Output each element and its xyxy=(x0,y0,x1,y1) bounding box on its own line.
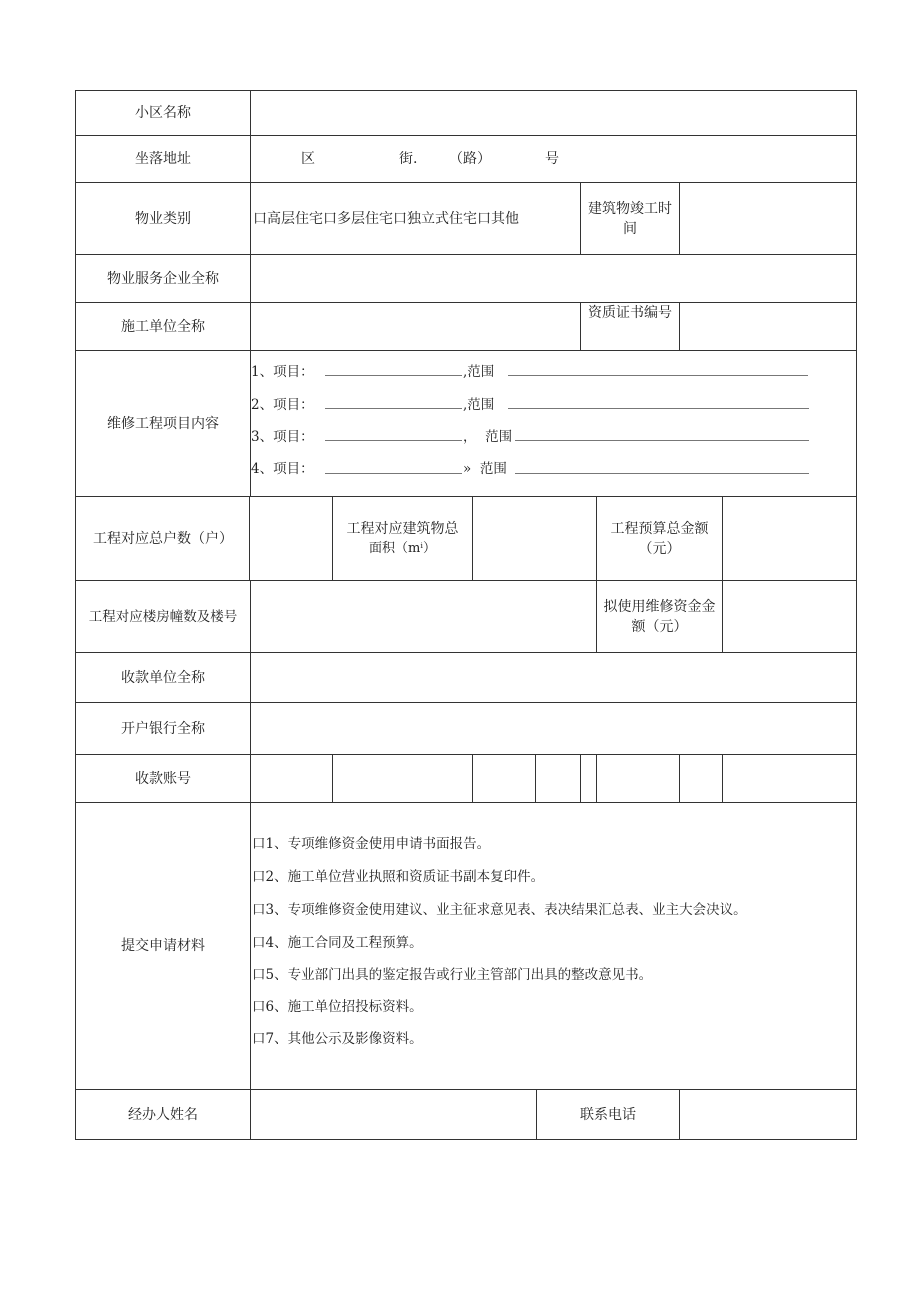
handler-label xyxy=(75,1089,251,1140)
construction-unit-field[interactable] xyxy=(250,302,581,351)
account-segment-3[interactable] xyxy=(472,754,536,803)
service-company-label-text: 物业服务企业全称 xyxy=(107,270,219,287)
account-segment-6[interactable] xyxy=(596,754,680,803)
repair-item-2-range-label: ,范围 xyxy=(463,397,495,413)
fund-amount-label-line2: 额（元） xyxy=(631,618,688,635)
community-name-label-text: 小区名称 xyxy=(135,105,191,121)
buildings-field[interactable] xyxy=(250,580,597,653)
fund-amount-label-line1: 拟使用维修资金金 xyxy=(603,598,716,615)
bank-field[interactable] xyxy=(250,702,857,755)
address-district: 区 xyxy=(301,151,315,167)
account-label xyxy=(75,754,251,803)
repair-item-4-range-input[interactable] xyxy=(515,473,809,474)
handler-label-text: 经办人姓名 xyxy=(128,1106,198,1123)
property-type-label-text: 物业类别 xyxy=(135,210,191,227)
service-company-label xyxy=(75,254,251,303)
floor-area-field[interactable] xyxy=(472,496,597,581)
repair-items-label-text: 维修工程项目内容 xyxy=(107,415,219,432)
account-segment-7[interactable] xyxy=(679,754,723,803)
handler-field[interactable] xyxy=(250,1089,537,1140)
repair-item-2-range-input[interactable] xyxy=(508,408,809,409)
floor-area-label-line1: 工程对应建筑物总 xyxy=(346,520,459,537)
repair-item-3-range-input[interactable] xyxy=(515,440,809,441)
materials-label-text: 提交申请材料 xyxy=(121,938,205,954)
address-road: （路） xyxy=(449,151,491,167)
service-company-field[interactable] xyxy=(250,254,857,303)
phone-field[interactable] xyxy=(679,1089,857,1140)
floor-area-label xyxy=(332,496,473,581)
material-checkbox-6[interactable]: 口6、施工单位招投标资料。 xyxy=(252,999,423,1015)
completion-time-field[interactable] xyxy=(679,182,857,255)
repair-item-1-range-input[interactable] xyxy=(508,375,808,376)
repair-item-3-label: 3、项目： xyxy=(251,429,314,445)
material-checkbox-4[interactable]: 口4、施工合同及工程预算。 xyxy=(252,935,423,951)
fund-amount-label xyxy=(596,580,723,653)
address-label-text: 坐落地址 xyxy=(135,151,191,167)
repair-item-3-range-label: ， 范围 xyxy=(463,429,513,445)
account-segment-2[interactable] xyxy=(332,754,473,803)
address-street: 街. xyxy=(399,151,418,167)
material-checkbox-2[interactable]: 口2、施工单位营业执照和资质证书副本复印件。 xyxy=(252,869,545,885)
completion-time-label-text: 建筑物竣工时间 xyxy=(588,200,672,237)
budget-field[interactable] xyxy=(722,496,857,581)
repair-items-label xyxy=(75,350,251,497)
material-checkbox-7[interactable]: 口7、其他公示及影像资料。 xyxy=(252,1031,423,1047)
material-checkbox-3[interactable]: 口3、专项维修资金使用建议、业主征求意见表、表决结果汇总表、业主大会决议。 xyxy=(252,902,747,918)
materials-label xyxy=(75,802,251,1090)
buildings-label xyxy=(75,580,251,653)
material-checkbox-1[interactable]: 口1、专项维修资金使用申请书面报告。 xyxy=(252,836,491,852)
account-label-text: 收款账号 xyxy=(135,770,191,787)
phone-label-text: 联系电话 xyxy=(580,1106,636,1123)
repair-item-4-project-input[interactable] xyxy=(325,473,462,474)
repair-item-1-label: 1、项目： xyxy=(251,364,314,380)
budget-label-line2: （元） xyxy=(638,540,681,557)
property-type-label xyxy=(75,182,251,255)
community-name-label xyxy=(75,90,251,136)
bank-label-text: 开户银行全称 xyxy=(121,720,205,737)
payee-label-text: 收款单位全称 xyxy=(121,669,205,686)
payee-label xyxy=(75,652,251,703)
repair-item-2-label: 2、项目： xyxy=(251,397,314,413)
households-label-text: 工程对应总户数（户） xyxy=(93,530,233,547)
account-segment-8[interactable] xyxy=(722,754,857,803)
account-segment-5[interactable] xyxy=(580,754,597,803)
completion-time-label xyxy=(580,182,680,255)
households-field[interactable] xyxy=(249,496,333,581)
construction-unit-label xyxy=(75,302,251,351)
repair-item-4-range-label: » 范围 xyxy=(463,461,507,477)
floor-area-label-line2: 面积（mⁱ） xyxy=(369,540,436,556)
property-type-options[interactable] xyxy=(250,182,581,255)
repair-item-2-project-input[interactable] xyxy=(325,408,462,409)
repair-item-4-label: 4、项目： xyxy=(251,461,314,477)
cert-number-label xyxy=(580,302,680,351)
repair-item-1-range-label: ,范围 xyxy=(463,364,495,380)
repair-item-1-project-input[interactable] xyxy=(325,375,462,376)
account-segment-1[interactable] xyxy=(250,754,333,803)
repair-item-3-project-input[interactable] xyxy=(325,440,462,441)
households-label xyxy=(75,496,251,581)
property-type-options-text: 口高层住宅口多层住宅口独立式住宅口其他 xyxy=(253,210,519,227)
community-name-field[interactable] xyxy=(250,90,857,136)
address-label xyxy=(75,135,251,183)
account-segment-4[interactable] xyxy=(535,754,581,803)
repair-items-field xyxy=(250,350,857,497)
payee-field[interactable] xyxy=(250,652,857,703)
construction-unit-label-text: 施工单位全称 xyxy=(121,318,205,335)
cert-number-label-text: 资质证书编号 xyxy=(588,305,672,321)
cert-number-field[interactable] xyxy=(679,302,857,351)
budget-label xyxy=(596,496,723,581)
material-checkbox-5[interactable]: 口5、专业部门出具的鉴定报告或行业主管部门出具的整改意见书。 xyxy=(252,967,653,983)
budget-label-line1: 工程预算总金额 xyxy=(610,520,709,537)
address-number: 号 xyxy=(545,151,559,167)
phone-label xyxy=(536,1089,680,1140)
fund-amount-field[interactable] xyxy=(722,580,857,653)
address-field[interactable] xyxy=(250,135,857,183)
bank-label xyxy=(75,702,251,755)
buildings-label-text: 工程对应楼房幢数及楼号 xyxy=(88,608,238,625)
